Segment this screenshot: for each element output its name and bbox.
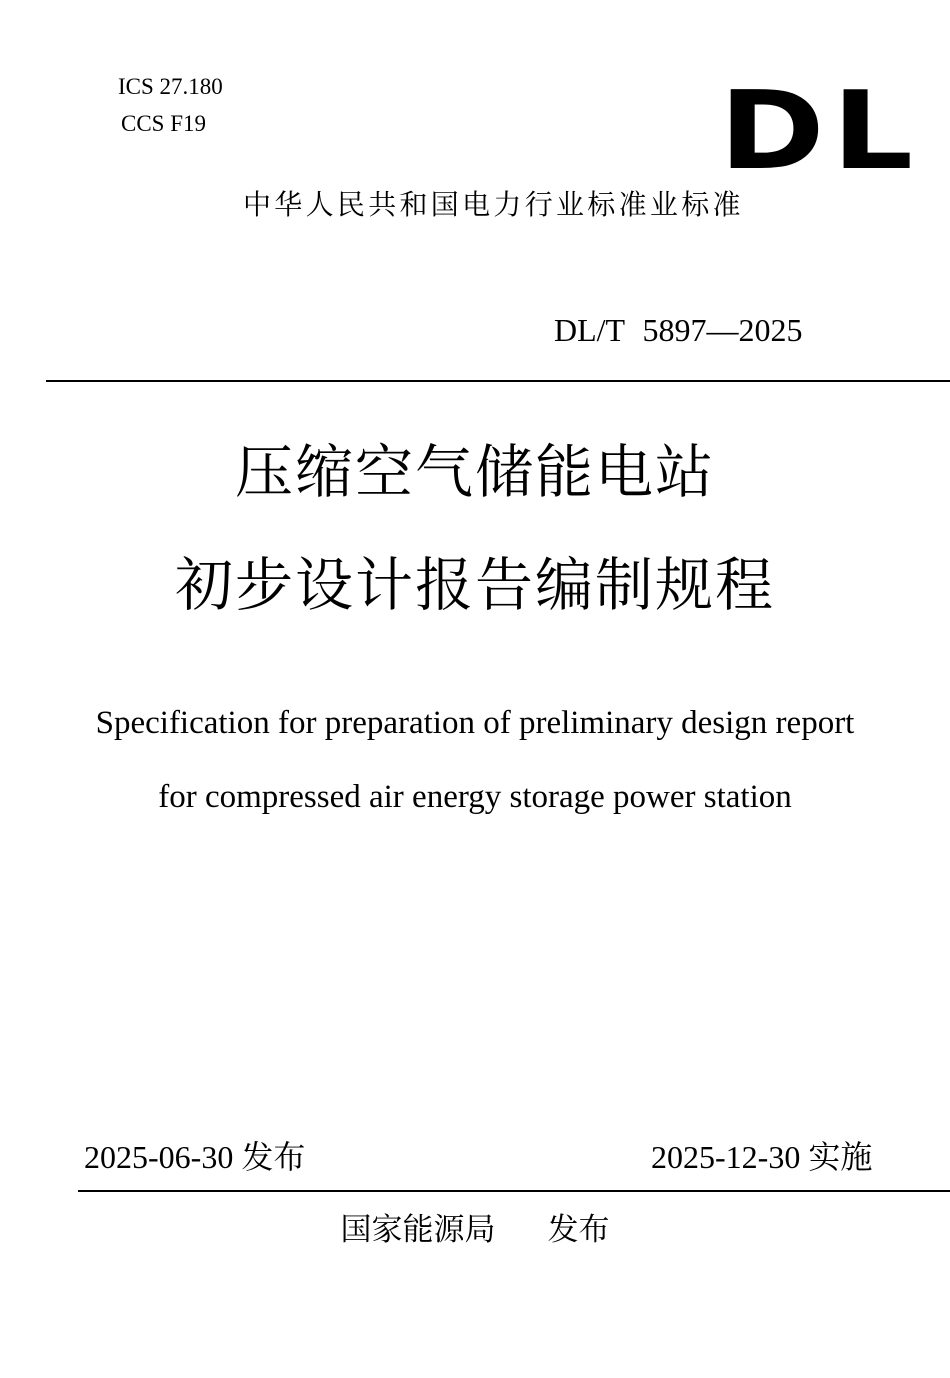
implement-date: 2025-12-30 实施: [651, 1139, 873, 1175]
standard-type-heading: 中华人民共和国电力行业标准业标准: [243, 188, 744, 221]
chinese-title-line-2: 初步设计报告编制规程: [174, 551, 775, 619]
bottom-divider: [78, 1190, 950, 1192]
standard-number: DL/T 5897—2025: [554, 312, 803, 348]
issuer-line: [0, 1209, 950, 1251]
ccs-code: CCS F19: [121, 111, 207, 136]
publish-date: 2025-06-30 发布: [84, 1139, 306, 1175]
dl-logo: DL: [719, 69, 921, 194]
top-divider: [46, 380, 950, 382]
issue-word: 发布: [547, 1212, 610, 1248]
english-title-line-2: for compressed air energy storage power station: [158, 779, 792, 815]
chinese-title-line-1: 压缩空气储能电站: [234, 438, 715, 506]
english-title-line-1: Specification for preparation of preliminary design report: [95, 705, 855, 741]
issuer-name: 国家能源局: [340, 1212, 496, 1248]
ics-code: ICS 27.180: [118, 74, 223, 99]
